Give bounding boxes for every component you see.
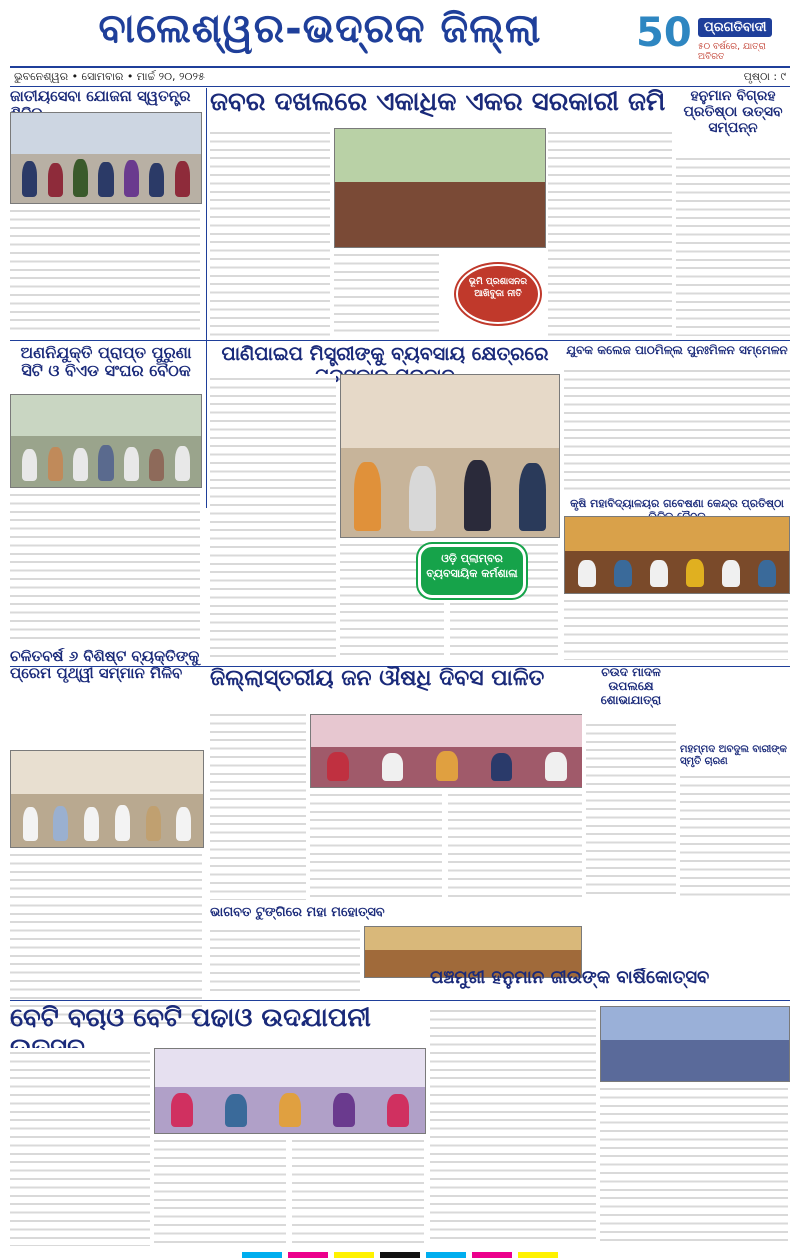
article-body	[154, 1136, 286, 1246]
headline: ହନୁମାନ ବିଗ୍ରହ ପ୍ରତିଷ୍ଠା ଉତ୍ସବ ସମ୍ପନ୍ନ	[683, 88, 783, 137]
headline: ଅଣନିଯୁକ୍ତି ପ୍ରାପ୍ତ ପୁରୁଣା ସିଟି ଓ ବିଏଡ ସଂଘର ବୈଠକ	[20, 344, 192, 381]
article-panchamukhi-header	[586, 906, 790, 936]
logo-number: 50	[636, 10, 692, 56]
photo-award-ceremony	[340, 374, 560, 538]
logo-name: ପ୍ରଗତିବାଦୀ	[698, 18, 772, 37]
photo-seated-group	[10, 750, 204, 848]
dateline-bar	[10, 66, 790, 87]
article-jatiya-seva	[10, 88, 202, 338]
headline: ମହମ୍ମଦ ଅବଦୁଲ ବାରୀଙ୍କ ସ୍ମୃତି ଚାରଣ	[680, 744, 787, 767]
article-body	[292, 1136, 424, 1246]
newspaper-logo	[636, 10, 786, 60]
section-rule	[10, 340, 790, 341]
headline: ଚଉଦ ମାଦଳ ଉପଲକ୍ଷେ ଶୋଭାଯାତ୍ରା	[600, 666, 662, 707]
headline: ପାଣିପାଇପ ମିସ୍ତ୍ରୀଙ୍କୁ ବ୍ୟବସାୟ କ୍ଷେତ୍ରରେ	[221, 344, 549, 365]
article-body	[586, 720, 676, 900]
headline: କୃଷି ମହାବିଦ୍ୟାଳୟର ଗବେଷଣା କେନ୍ଦ୍ର ପ୍ରତିଷ୍ଠା	[570, 498, 784, 510]
article-jabar-dakhal	[210, 88, 672, 338]
photo-stage-meeting	[564, 516, 790, 594]
article-body	[10, 1048, 150, 1246]
article-body	[210, 710, 306, 900]
article-body	[600, 1084, 788, 1242]
headline: ଜବର ଦଖଲରେ ଏକାଧିକ ଏକର ସରକାରୀ ଜମି	[210, 88, 666, 117]
article-body	[564, 366, 790, 492]
article-body	[334, 250, 439, 336]
callout-badge-red: ଭୂମି ପ୍ରଶାସନର ଆଖିବୁଜା ନୀତି	[456, 264, 540, 324]
article-body	[10, 490, 200, 642]
article-yuvak-college	[564, 344, 790, 494]
article-body	[548, 128, 672, 336]
issue-date: ଭୁବନେଶ୍ୱର • ସୋମବାର • ମାର୍ଚ୍ଚ ୨୦, ୨୦୨୫	[14, 70, 205, 83]
article-hanuman	[676, 88, 790, 338]
headline: ପଞ୍ଚମୁଖୀ ହନୁମାନ ଜୀଉଙ୍କ ବାର୍ଷିକୋତ୍ସବ	[430, 968, 710, 988]
print-registration-marks	[0, 1252, 800, 1260]
headline: ବେଟି ବଚାଓ ବେଟି ପଢାଓ ଉଦଯାପନୀ	[10, 1004, 371, 1033]
photo-meeting-group	[10, 394, 202, 488]
headline: ଭାଗବତ ଟୁଙ୍ଗିରେ ମହା ମହୋତ୍ସବ	[210, 906, 385, 920]
article-body	[210, 128, 330, 336]
photo-students-certificates	[10, 112, 202, 204]
photo-farmland-trees	[334, 128, 546, 248]
masthead	[0, 0, 800, 66]
article-body	[310, 790, 442, 900]
article-prem-pruthvi	[10, 648, 206, 1028]
article-body	[676, 154, 790, 336]
article-jan-aushadhi	[210, 666, 582, 902]
headline: ଯୁବକ କଲେଜ ପାଠମିଳ୍ଲ ପୁନଃମିଳନ ସମ୍ମେଳନ	[566, 344, 788, 357]
headline: ଜାତୀୟସେବା ଯୋଜନା ସ୍ୱତନ୍ତ୍ର	[10, 88, 191, 105]
callout-badge-green: ଓଡ଼ି ପ୍ଲାମ୍ବର ବ୍ୟବସାୟିକ କର୍ମଶାଳା	[418, 544, 526, 598]
article-beti-bachao	[10, 1004, 426, 1248]
photo-beti-bachao-stage	[154, 1048, 426, 1134]
article-body	[210, 926, 360, 996]
article-body	[430, 1006, 596, 1242]
article-krushi	[564, 498, 790, 662]
headline: ଜିଲ୍ଲାସ୍ତରୀୟ ଜନ ଔଷଧି ଦିବସ ପାଳିତ	[210, 666, 545, 691]
article-body	[564, 596, 788, 660]
article-body	[10, 206, 200, 336]
photo-aushadhi-event	[310, 714, 582, 788]
article-anirjukti	[10, 344, 202, 644]
logo-subtitle: ୫୦ ବର୍ଷରେ, ଯାତ୍ରା ଅବିରତ	[698, 42, 766, 62]
column-rule	[206, 88, 207, 508]
photo-temple-crowd	[600, 1006, 790, 1082]
article-mohammad-abdul-bari	[680, 744, 790, 902]
page-number: ପୃଷ୍ଠା : ୯	[743, 70, 786, 83]
article-body	[210, 374, 336, 660]
article-body	[448, 790, 582, 900]
masthead-title: ବାଲେଶ୍ୱର-ଭଦ୍ରକ ଜିଲ୍ଲା	[98, 6, 542, 52]
article-pipe-mistri	[210, 344, 560, 662]
article-body	[680, 772, 790, 900]
article-chaudha-madal	[586, 666, 676, 902]
article-panchamukhi	[430, 968, 790, 1248]
headline: ଚଳିତବର୍ଷ ୬ ବିଶିଷ୍ଟ ବ୍ୟକ୍ତିଙ୍କୁ ପ୍ରେମ ପୃଥ୍ୱୀ ସମ୍ମାନ ମିଳିବ	[10, 648, 200, 683]
